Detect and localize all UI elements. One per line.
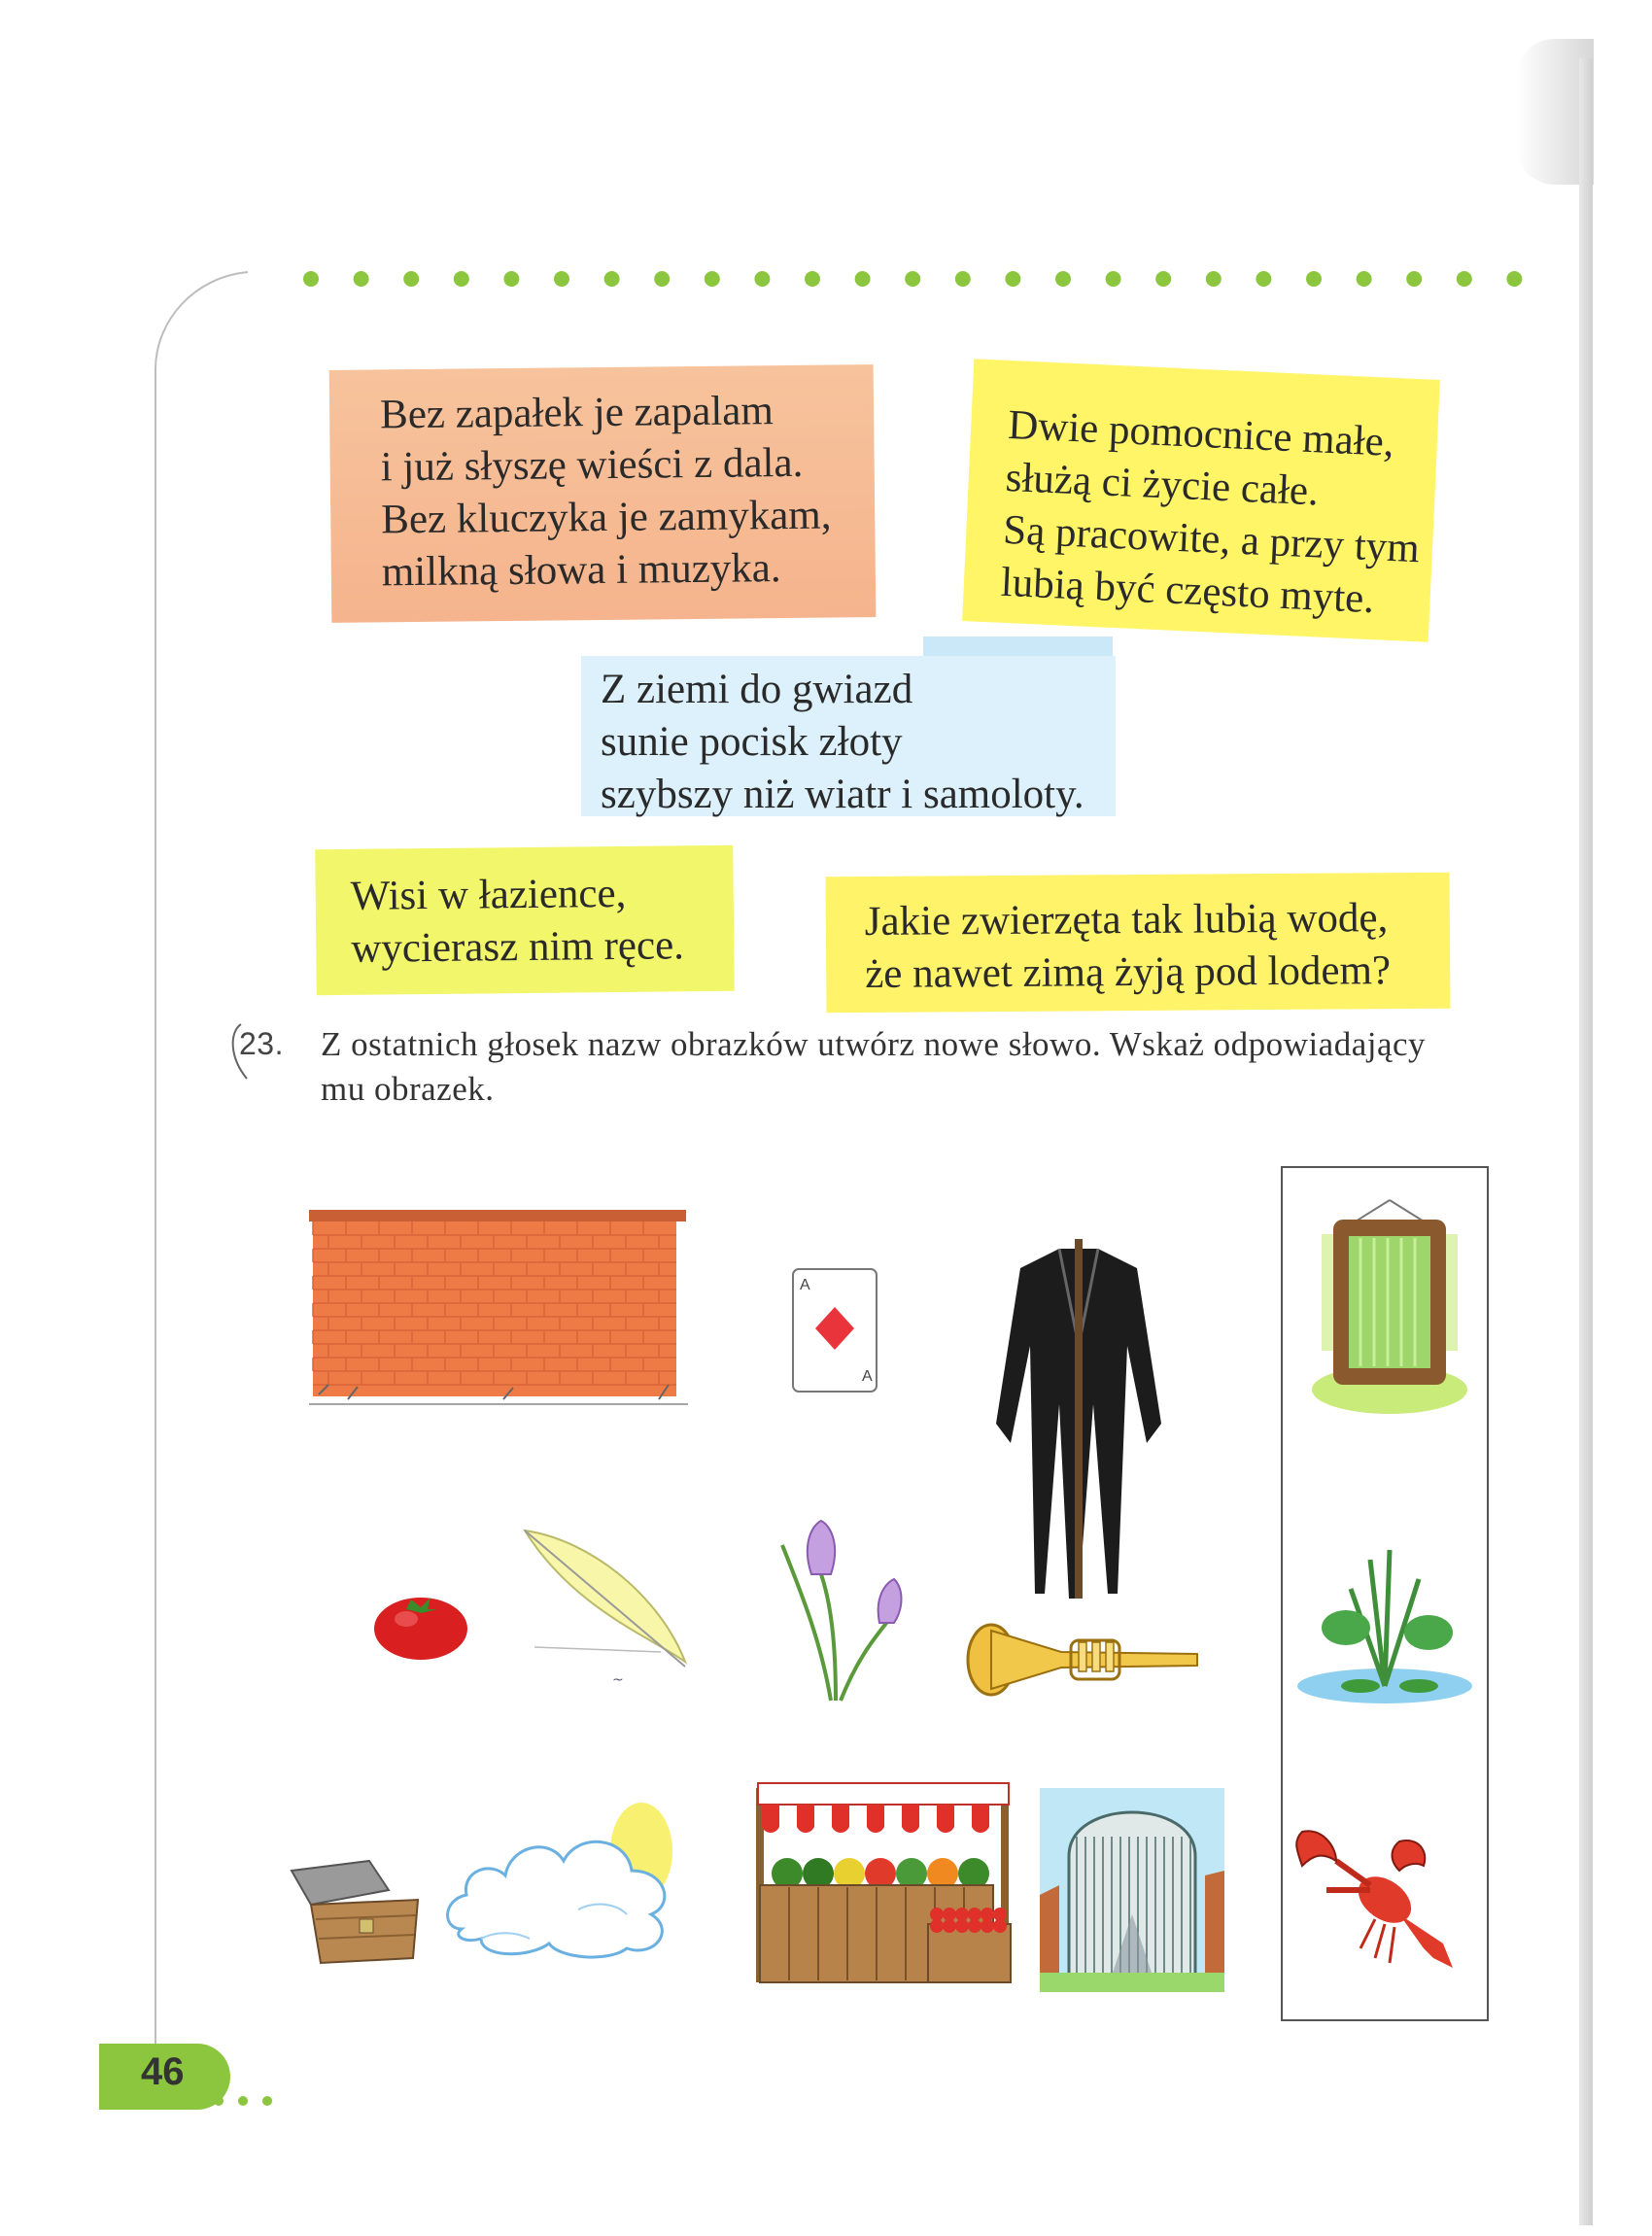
riddle-line: Dwie pomocnice małe, <box>1007 401 1395 465</box>
riddle-line: i już słyszę wieści z dala. <box>380 439 804 491</box>
riddle-animals-box <box>826 873 1451 1013</box>
decor-dot <box>1005 271 1020 287</box>
page-number: 46 <box>141 2050 185 2093</box>
exercise-instruction-line1: Z ostatnich głosek nazw obrazków utwórz nowe słowo. Wskaż odpowiadający <box>321 1025 1427 1063</box>
brick-wall-icon[interactable] <box>309 1210 688 1409</box>
picture-frame-icon[interactable] <box>1312 1195 1467 1419</box>
riddle-hands-box <box>962 359 1440 641</box>
decor-dot <box>454 271 469 287</box>
riddle-line: Wisi w łazience, <box>350 870 627 919</box>
exercise-number: 23. <box>239 1026 284 1061</box>
riddle-line: Bez kluczyka je zamykam, <box>381 492 832 543</box>
decor-dot <box>354 271 369 287</box>
tomato-icon[interactable] <box>367 1586 474 1664</box>
decor-dot <box>1457 271 1472 287</box>
tailcoat-icon[interactable] <box>991 1229 1166 1599</box>
riddle-line: lubią być często myte. <box>999 559 1376 623</box>
exercise-instruction-line2: mu obrazek. <box>321 1070 495 1108</box>
lobster-icon[interactable] <box>1283 1822 1477 1978</box>
decor-dot <box>1155 271 1171 287</box>
decor-dot <box>503 271 519 287</box>
riddle-line: Jakie zwierzęta tak lubią wodę, <box>864 895 1389 945</box>
treasure-chest-icon[interactable] <box>282 1861 428 1968</box>
riddle-line: sunie pocisk złoty <box>601 719 903 765</box>
riddle-line: milkną słowa i muzyka. <box>381 545 781 596</box>
market-stall-icon[interactable] <box>748 1778 1030 2002</box>
riddle-line: służą ci życie całe. <box>1004 454 1320 515</box>
cloud-icon[interactable] <box>442 1793 705 1963</box>
playing-card-icon[interactable] <box>792 1268 879 1394</box>
decor-dot <box>905 271 920 287</box>
decor-dot <box>1106 271 1121 287</box>
riddle-line: że nawet zimą żyją pod lodem? <box>865 947 1392 997</box>
crocus-icon[interactable] <box>773 1516 909 1701</box>
decor-dot <box>1206 271 1222 287</box>
quill-icon[interactable] <box>515 1521 700 1696</box>
card-rank-bottom: A <box>862 1368 873 1385</box>
decor-dot <box>403 271 419 287</box>
riddle-phone-box <box>329 364 877 623</box>
decor-dot <box>1506 271 1522 287</box>
decor-dot <box>805 271 820 287</box>
riddle-rocket-box <box>581 656 1116 816</box>
water-plant-icon[interactable] <box>1292 1540 1477 1705</box>
decor-dot <box>554 271 569 287</box>
decor-dot <box>1055 271 1071 287</box>
page-tab-dots <box>209 2089 306 2118</box>
decor-dot <box>754 271 770 287</box>
decor-dot <box>1256 271 1271 287</box>
dot-row <box>0 0 1652 389</box>
riddle-towel-box <box>315 845 735 995</box>
exercise-number-bracket <box>225 1020 255 1088</box>
riddle-line: Z ziemi do gwiazd <box>601 667 913 712</box>
decor-dot <box>955 271 971 287</box>
decor-dot <box>604 271 620 287</box>
riddle-line: Są pracowite, a przy tym <box>1002 506 1421 572</box>
decor-dot <box>1357 271 1372 287</box>
decor-dot <box>855 271 871 287</box>
riddle-line: wycierasz nim ręce. <box>351 922 685 972</box>
decor-dot <box>705 271 720 287</box>
card-rank-top: A <box>800 1277 810 1293</box>
decor-dot <box>303 271 319 287</box>
decor-dot <box>1406 271 1422 287</box>
svg-text:~: ~ <box>612 1672 624 1688</box>
riddle-line: Bez zapałek je zapalam <box>379 388 774 438</box>
riddle-line: szybszy niż wiatr i samoloty. <box>601 772 1084 817</box>
trumpet-icon[interactable] <box>964 1621 1207 1699</box>
gate-icon[interactable] <box>1040 1778 1224 1997</box>
decor-dot <box>654 271 670 287</box>
decor-dot <box>1306 271 1322 287</box>
